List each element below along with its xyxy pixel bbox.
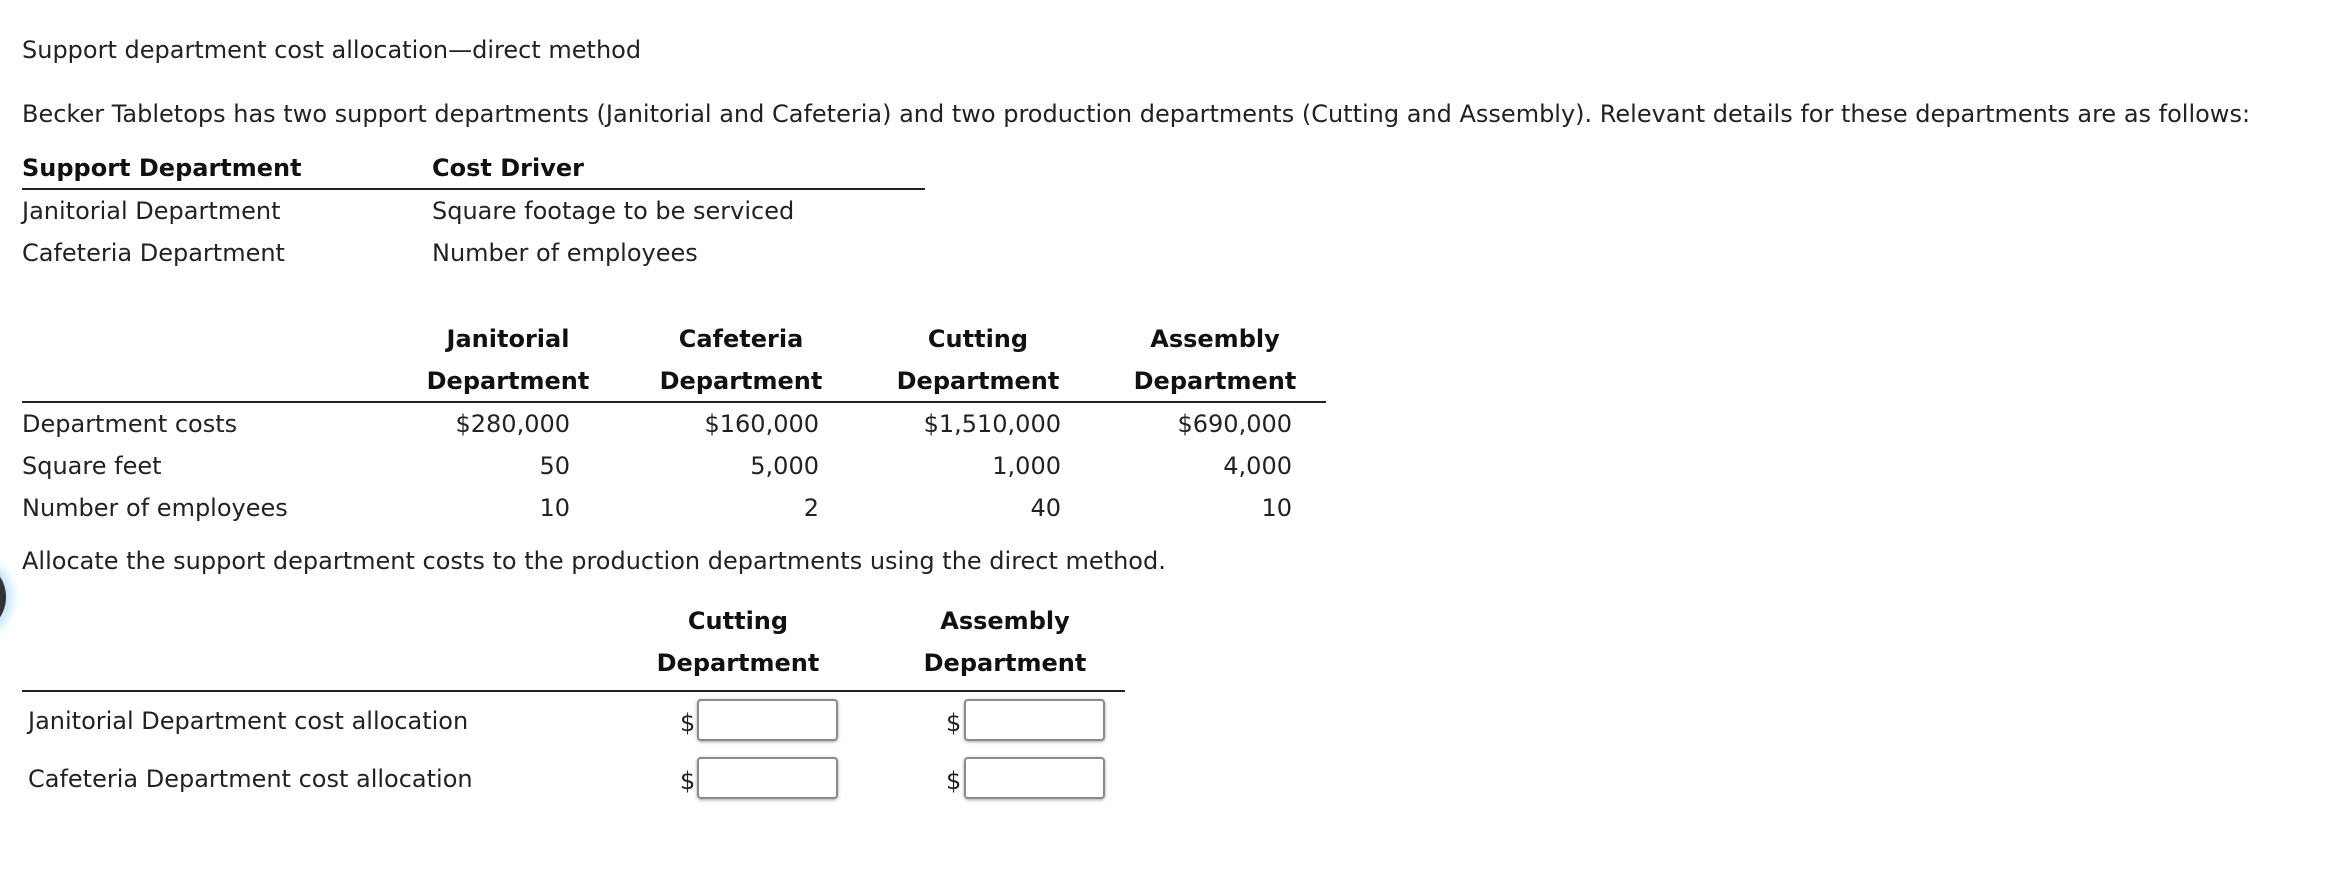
instruction-text: Allocate the support department costs to the production departments using the direct method.	[22, 547, 1166, 575]
col-header-janitorial: Janitorial	[446, 325, 570, 353]
dollar-sign: $	[680, 767, 696, 795]
cell: 50	[539, 452, 570, 480]
driver-row-value: Square footage to be serviced	[432, 197, 795, 225]
divider	[22, 188, 925, 190]
dollar-sign: $	[946, 767, 962, 795]
help-bubble[interactable]	[0, 567, 6, 627]
cell: $1,510,000	[923, 410, 1061, 438]
cell: $280,000	[455, 410, 570, 438]
header-support-department: Support Department	[22, 154, 302, 182]
page-title: Support department cost allocation—direct method	[22, 36, 642, 64]
col-header-cutting: Department	[896, 367, 1060, 395]
cell: 2	[803, 494, 819, 522]
row-label: Square feet	[22, 452, 162, 480]
cafeteria-cutting-input[interactable]	[697, 757, 838, 799]
cell: 40	[1030, 494, 1061, 522]
cafeteria-assembly-input[interactable]	[964, 757, 1105, 799]
cell: 10	[539, 494, 570, 522]
col-header-assembly: Assembly	[1150, 325, 1280, 353]
cell: 4,000	[1223, 452, 1292, 480]
col-header-janitorial: Department	[426, 367, 590, 395]
driver-row-label: Cafeteria Department	[22, 239, 285, 267]
row-label: Cafeteria Department cost allocation	[28, 765, 473, 793]
col-header-cutting: Cutting	[687, 607, 789, 635]
row-label: Number of employees	[22, 494, 288, 522]
cell: $160,000	[704, 410, 819, 438]
cell: 10	[1261, 494, 1292, 522]
header-cost-driver: Cost Driver	[432, 154, 584, 182]
divider	[22, 690, 1125, 692]
divider	[22, 401, 1326, 403]
driver-row-value: Number of employees	[432, 239, 698, 267]
row-label: Department costs	[22, 410, 238, 438]
col-header-cutting: Cutting	[927, 325, 1029, 353]
intro-text: Becker Tabletops has two support departments (Janitorial and Cafeteria) and two production departments (Cutting and Assembly). Relevant details for these departments are as follows:	[22, 100, 2251, 128]
cell: 1,000	[992, 452, 1061, 480]
col-header-assembly: Department	[923, 649, 1087, 677]
col-header-cafeteria: Cafeteria	[678, 325, 804, 353]
cell: $690,000	[1177, 410, 1292, 438]
janitorial-cutting-input[interactable]	[697, 699, 838, 741]
dollar-sign: $	[680, 709, 696, 737]
col-header-cafeteria: Department	[659, 367, 823, 395]
col-header-cutting: Department	[656, 649, 820, 677]
col-header-assembly: Department	[1133, 367, 1297, 395]
janitorial-assembly-input[interactable]	[964, 699, 1105, 741]
cell: 5,000	[750, 452, 819, 480]
col-header-assembly: Assembly	[940, 607, 1070, 635]
dollar-sign: $	[946, 709, 962, 737]
driver-row-label: Janitorial Department	[22, 197, 281, 225]
row-label: Janitorial Department cost allocation	[28, 707, 469, 735]
